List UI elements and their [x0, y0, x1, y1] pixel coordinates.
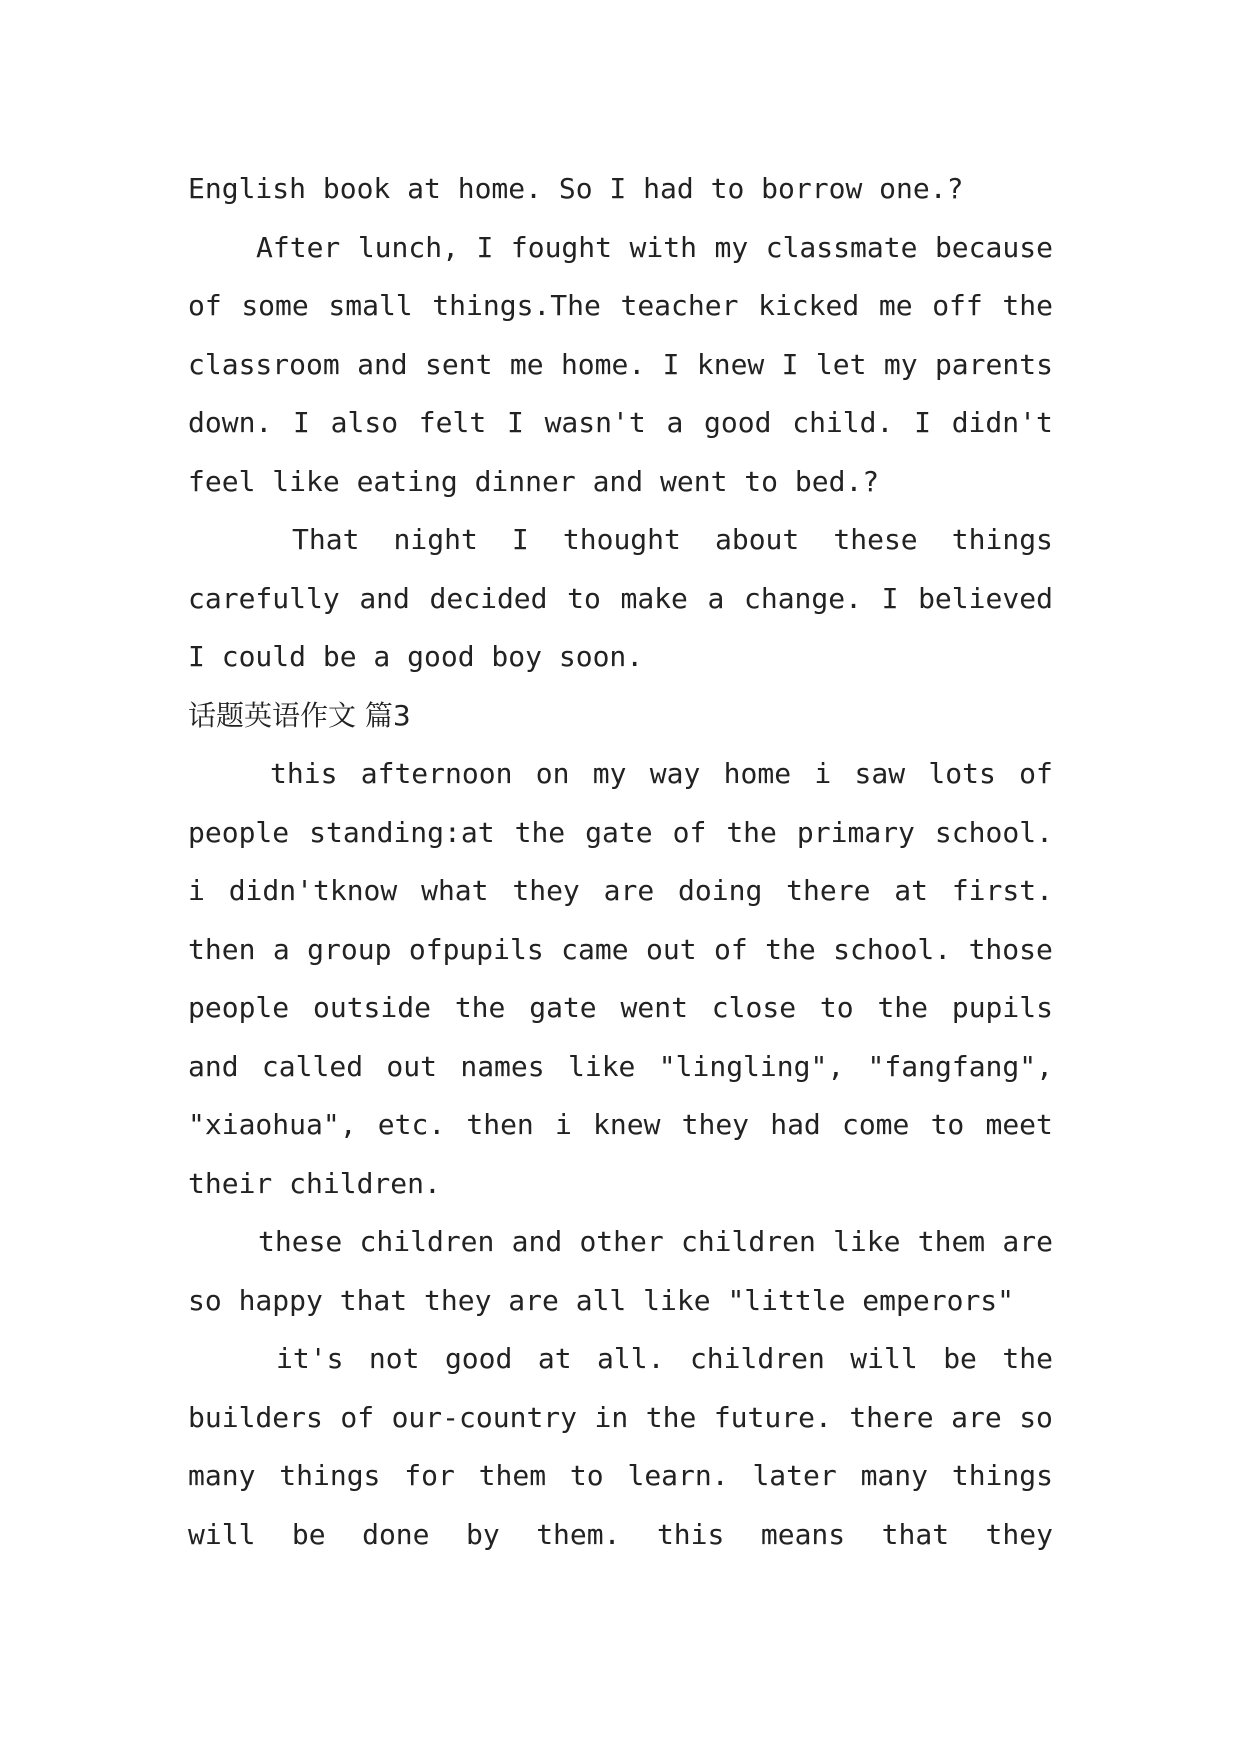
text-line: people outside the gate went close to the pupils — [188, 991, 1053, 1024]
text-line: i didn'tknow what they are doing there at first. — [188, 874, 1053, 907]
text-line: That night I thought about these things — [292, 523, 1053, 556]
paragraph-block-before-heading — [188, 160, 1053, 687]
text-line: so happy that they are all like "little emperors" — [188, 1283, 1015, 1317]
text-line: these children and other children like them are — [258, 1225, 1053, 1258]
text-line: After lunch, I fought with my classmate because — [256, 230, 1053, 264]
text-line: carefully and decided to make a change. I believed — [188, 581, 1053, 615]
text-line: this afternoon on my way home i saw lots of — [270, 757, 1053, 790]
text-line: down. I also felt I wasn't a good child. I didn't — [188, 406, 1053, 439]
section-heading: 话题英语作文 篇3 — [188, 698, 411, 732]
text-line: of some small things.The teacher kicked me off the — [188, 289, 1053, 322]
text-line: "xiaohua", etc. then i knew they had come to meet — [188, 1108, 1053, 1141]
text-line: will be done by them. this means that they — [188, 1517, 1053, 1551]
text-line: people standing:at the gate of the primary school. — [188, 815, 1053, 849]
text-line: builders of our-country in the future. there are so — [188, 1400, 1053, 1434]
document-body — [188, 160, 1053, 1564]
text-line: English book at home. So I had to borrow one.? — [188, 172, 964, 205]
text-line: it's not good at all. children will be the — [276, 1342, 1053, 1375]
text-line: then a group ofpupils came out of the school. those — [188, 932, 1053, 966]
paragraph-block-after-heading — [188, 745, 1053, 1564]
text-line: feel like eating dinner and went to bed.? — [188, 464, 880, 498]
text-line: classroom and sent me home. I knew I let my parents — [188, 347, 1053, 381]
text-line: I could be a good boy soon. — [188, 640, 644, 673]
text-line: many things for them to learn. later many things — [188, 1459, 1053, 1492]
text-line: and called out names like "lingling", "fangfang", — [188, 1049, 1053, 1083]
text-line: their children. — [188, 1166, 441, 1200]
